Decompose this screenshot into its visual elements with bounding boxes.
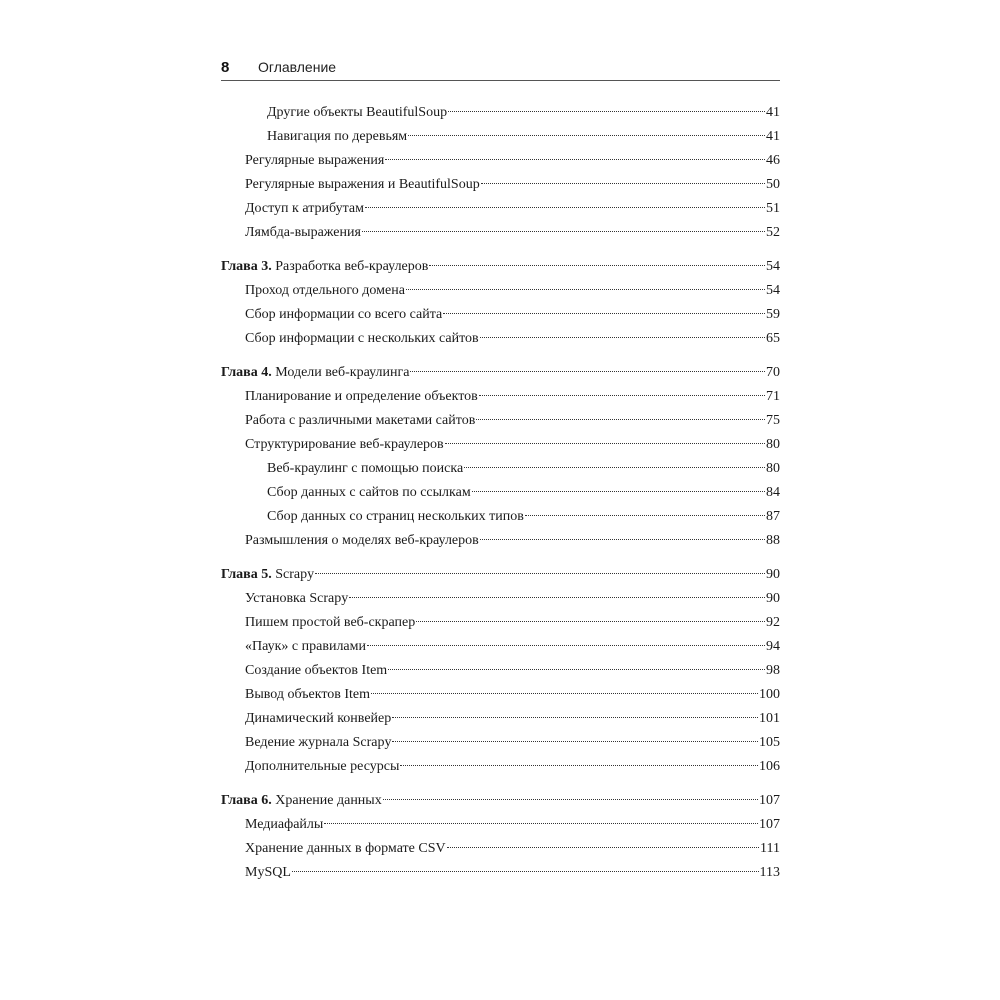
toc-page-number: 107 <box>759 793 780 808</box>
toc-entry <box>221 861 780 885</box>
dot-leader <box>445 443 765 444</box>
dot-leader <box>448 111 765 112</box>
page-number: 8 <box>221 59 230 76</box>
toc-entry <box>221 481 780 505</box>
dot-leader <box>367 645 765 646</box>
dot-leader <box>480 539 765 540</box>
toc-entry-title <box>267 125 407 149</box>
toc-entry-title <box>245 173 480 197</box>
toc-entry-title <box>245 149 384 173</box>
toc-entry-text: Медиафайлы <box>245 817 324 832</box>
dot-leader <box>476 419 765 420</box>
table-of-contents <box>221 101 780 885</box>
toc-entry-title <box>245 587 348 611</box>
toc-entry <box>221 505 780 529</box>
toc-entry-text: Регулярные выражения <box>245 153 385 168</box>
dot-leader <box>324 823 758 824</box>
toc-page-number: 101 <box>759 711 780 726</box>
toc-entry <box>221 303 780 327</box>
toc-entry-text: Лямбда-выражения <box>245 225 361 240</box>
dot-leader <box>472 491 765 492</box>
toc-page-number: 52 <box>766 225 780 240</box>
chapter-number: Глава 6. <box>221 793 272 808</box>
toc-entry-text: Доступ к атрибутам <box>245 201 364 216</box>
dot-leader <box>349 597 765 598</box>
toc-entry-title <box>245 279 405 303</box>
toc-entry <box>221 529 780 553</box>
toc-page-number: 71 <box>766 389 780 404</box>
toc-entry <box>221 837 780 861</box>
header-title: Оглавление <box>258 59 337 75</box>
dot-leader <box>410 371 765 372</box>
toc-page-number: 84 <box>766 485 780 500</box>
toc-page-number: 41 <box>766 129 780 144</box>
toc-entry-text: Веб-краулинг с помощью поиска <box>267 461 464 476</box>
toc-entry-title <box>245 837 446 861</box>
toc-page-number: 54 <box>766 283 780 298</box>
toc-entry-title <box>245 303 442 327</box>
toc-page-number: 113 <box>759 865 780 880</box>
dot-leader <box>400 765 758 766</box>
toc-entry-text: Работа с различными макетами сайтов <box>245 413 476 428</box>
toc-entry-text: Сбор данных со страниц нескольких типов <box>267 509 524 524</box>
toc-page-number: 65 <box>766 331 780 346</box>
toc-entry-text: MySQL <box>245 865 291 880</box>
dot-leader <box>292 871 759 872</box>
toc-entry <box>221 755 780 779</box>
toc-entry <box>221 813 780 837</box>
toc-entry-title <box>245 611 415 635</box>
toc-entry-title <box>245 813 323 837</box>
dot-leader <box>447 847 759 848</box>
toc-entry-text: Scrapy <box>271 567 315 582</box>
toc-entry-title <box>245 409 475 433</box>
toc-page-number: 100 <box>759 687 780 702</box>
toc-page-number: 92 <box>766 615 780 630</box>
toc-chapter-entry <box>221 563 780 587</box>
dot-leader <box>392 741 758 742</box>
toc-page-number: 87 <box>766 509 780 524</box>
toc-entry-title <box>245 529 479 553</box>
toc-page-number: 90 <box>766 567 780 582</box>
toc-chapter-entry <box>221 789 780 813</box>
dot-leader <box>406 289 765 290</box>
chapter-number: Глава 3. <box>221 259 272 274</box>
toc-entry-text: Хранение данных в формате CSV <box>245 841 446 856</box>
toc-entry <box>221 101 780 125</box>
toc-entry <box>221 611 780 635</box>
toc-page-number: 80 <box>766 461 780 476</box>
toc-entry-text: Дополнительные ресурсы <box>245 759 400 774</box>
toc-entry-title <box>245 385 478 409</box>
toc-entry-text: Динамический конвейер <box>245 711 392 726</box>
toc-entry-text: Установка Scrapy <box>245 591 349 606</box>
toc-entry <box>221 707 780 731</box>
toc-entry <box>221 173 780 197</box>
toc-entry-text: Создание объектов Item <box>245 663 388 678</box>
toc-entry-title <box>245 683 370 707</box>
toc-entry-title <box>221 255 428 279</box>
toc-entry-text: Пишем простой веб-скрапер <box>245 615 416 630</box>
toc-page-number: 80 <box>766 437 780 452</box>
toc-entry <box>221 635 780 659</box>
toc-page-number: 94 <box>766 639 780 654</box>
toc-entry-title <box>267 505 524 529</box>
toc-page-number: 90 <box>766 591 780 606</box>
toc-entry-title <box>245 433 444 457</box>
toc-entry-text: Планирование и определение объектов <box>245 389 478 404</box>
toc-page-number: 75 <box>766 413 780 428</box>
toc-entry-text: Другие объекты BeautifulSoup <box>267 105 448 120</box>
toc-entry-title <box>221 789 382 813</box>
toc-entry-text: Модели веб-краулинга <box>271 365 410 380</box>
toc-entry-title <box>245 635 366 659</box>
toc-entry-title <box>267 101 447 125</box>
dot-leader <box>388 669 765 670</box>
dot-leader <box>362 231 765 232</box>
dot-leader <box>408 135 765 136</box>
toc-entry-text: Сбор данных с сайтов по ссылкам <box>267 485 471 500</box>
toc-entry <box>221 457 780 481</box>
dot-leader <box>416 621 765 622</box>
toc-entry-text: Разработка веб-краулеров <box>271 259 429 274</box>
toc-page-number: 51 <box>766 201 780 216</box>
chapter-number: Глава 4. <box>221 365 272 380</box>
toc-entry <box>221 683 780 707</box>
toc-entry <box>221 385 780 409</box>
toc-page-number: 111 <box>760 841 780 856</box>
toc-entry <box>221 221 780 245</box>
toc-entry-text: Структурирование веб-краулеров <box>245 437 444 452</box>
dot-leader <box>429 265 765 266</box>
dot-leader <box>371 693 758 694</box>
toc-entry-text: Ведение журнала Scrapy <box>245 735 392 750</box>
toc-page-number: 88 <box>766 533 780 548</box>
toc-entry <box>221 327 780 351</box>
dot-leader <box>365 207 765 208</box>
toc-entry-text: Проход отдельного домена <box>245 283 405 298</box>
chapter-number: Глава 5. <box>221 567 272 582</box>
toc-entry-text: «Паук» с правилами <box>245 639 366 654</box>
toc-entry-text: Сбор информации с нескольких сайтов <box>245 331 479 346</box>
toc-page-number: 106 <box>759 759 780 774</box>
toc-entry-text: Вывод объектов Item <box>245 687 371 702</box>
toc-entry-title <box>267 457 463 481</box>
toc-entry-title <box>221 563 314 587</box>
toc-entry-title <box>245 327 479 351</box>
toc-entry <box>221 279 780 303</box>
toc-page-number: 70 <box>766 365 780 380</box>
dot-leader <box>480 337 765 338</box>
toc-entry-text: Сбор информации со всего сайта <box>245 307 443 322</box>
toc-entry-text: Хранение данных <box>271 793 382 808</box>
toc-entry-title <box>245 731 391 755</box>
toc-page-number: 107 <box>759 817 780 832</box>
dot-leader <box>464 467 765 468</box>
dot-leader <box>392 717 758 718</box>
toc-entry-text: Регулярные выражения и BeautifulSoup <box>245 177 480 192</box>
dot-leader <box>481 183 765 184</box>
toc-entry-text: Размышления о моделях веб-краулеров <box>245 533 479 548</box>
toc-page-number: 98 <box>766 663 780 678</box>
toc-entry-title <box>245 221 361 245</box>
dot-leader <box>385 159 765 160</box>
toc-page-number: 41 <box>766 105 780 120</box>
toc-entry-title <box>267 481 471 505</box>
toc-entry-title <box>221 361 409 385</box>
toc-entry <box>221 433 780 457</box>
toc-page-number: 59 <box>766 307 780 322</box>
toc-entry <box>221 587 780 611</box>
toc-entry <box>221 659 780 683</box>
dot-leader <box>525 515 765 516</box>
toc-entry <box>221 125 780 149</box>
toc-entry-text: Навигация по деревьям <box>267 129 408 144</box>
dot-leader <box>479 395 765 396</box>
toc-page-number: 46 <box>766 153 780 168</box>
toc-entry-title <box>245 755 399 779</box>
toc-entry <box>221 149 780 173</box>
toc-entry-title <box>245 861 291 885</box>
toc-chapter-entry <box>221 361 780 385</box>
toc-entry <box>221 197 780 221</box>
dot-leader <box>443 313 765 314</box>
toc-page-number: 54 <box>766 259 780 274</box>
toc-entry-title <box>245 659 387 683</box>
toc-page-number: 105 <box>759 735 780 750</box>
toc-chapter-entry <box>221 255 780 279</box>
dot-leader <box>383 799 758 800</box>
dot-leader <box>315 573 765 574</box>
toc-entry-title <box>245 197 364 221</box>
toc-entry <box>221 409 780 433</box>
running-header <box>221 58 780 81</box>
toc-entry <box>221 731 780 755</box>
toc-page-number: 50 <box>766 177 780 192</box>
toc-entry-title <box>245 707 391 731</box>
